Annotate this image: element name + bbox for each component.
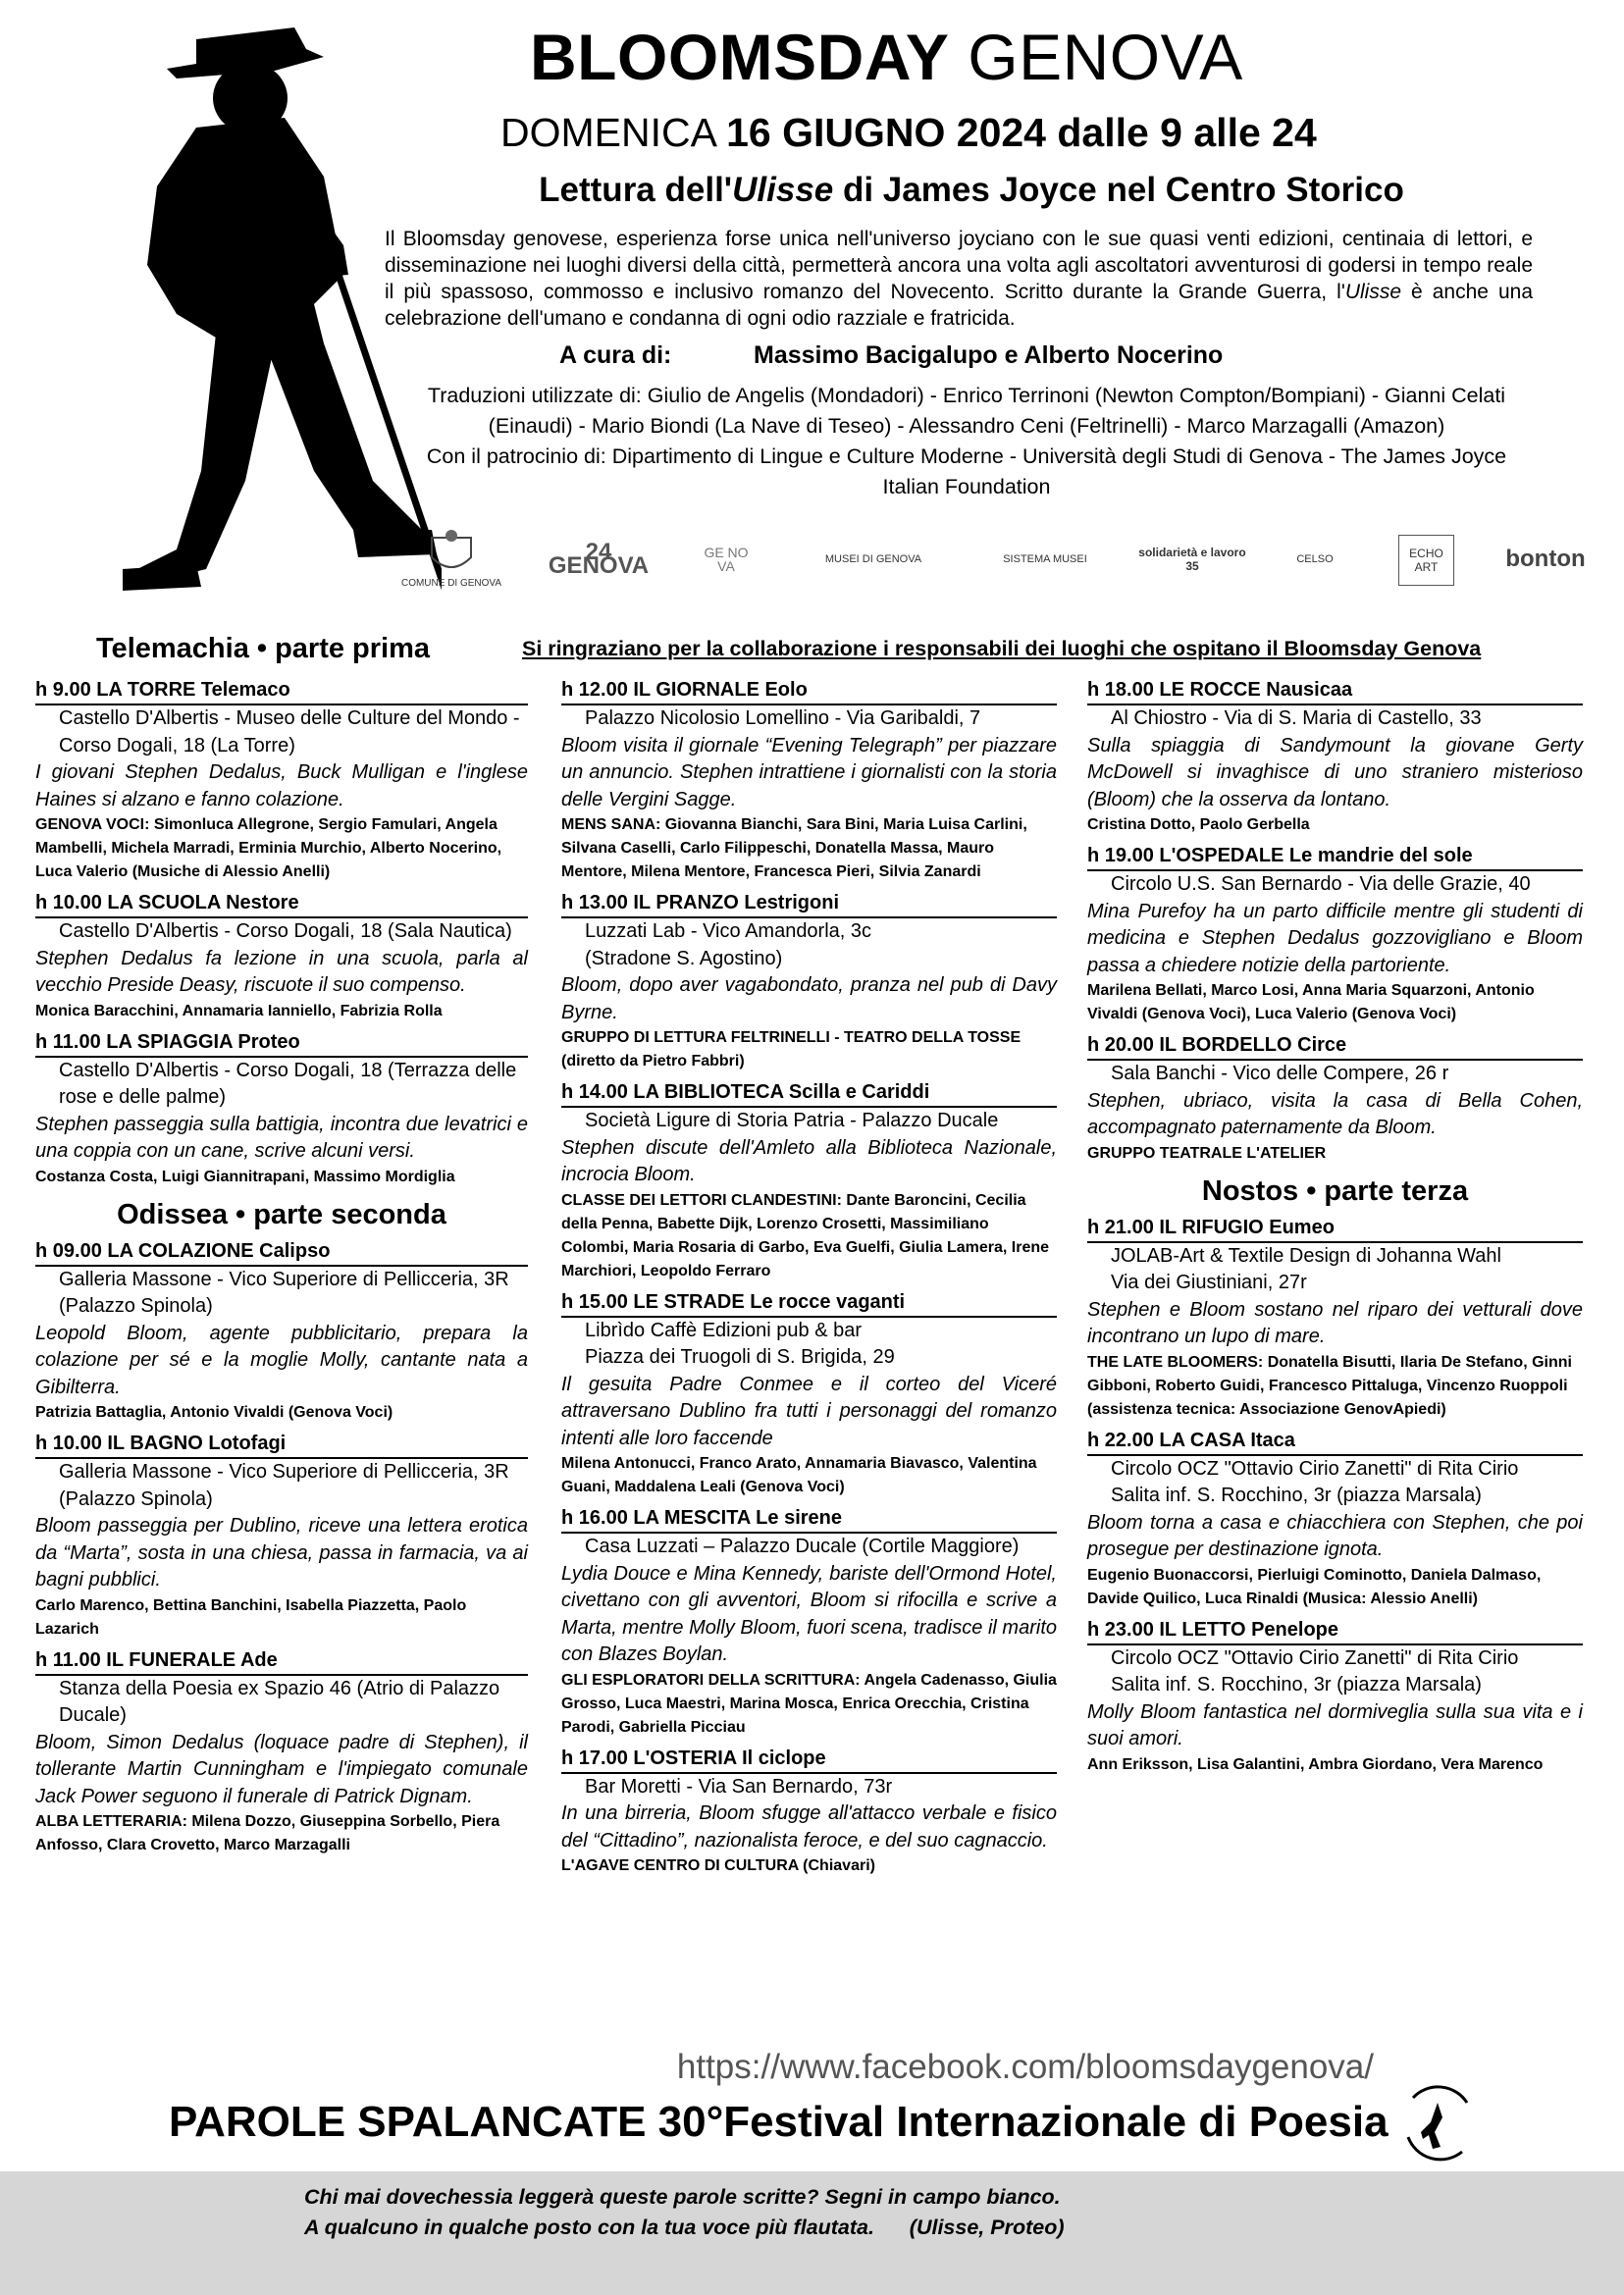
event-heading: h 20.00 IL BORDELLO Circe <box>1087 1032 1583 1061</box>
event-description: Sulla spiaggia di Sandymount la giovane Gerty McDowell si invaghisce di uno straniero misterioso (Bloom) che la osserva da lontano. <box>1087 734 1583 810</box>
closing-quote: Chi mai dovechessia leggerà queste parole scritte? Segni in campo bianco. A qualcuno in qualche posto con la tua voce più flautata. (Ulisse, Proteo) <box>304 2185 1065 2239</box>
event-location: Circolo OCZ "Ottavio Cirio Zanetti" di Rita Cirio <box>1111 1457 1519 1480</box>
event-readers: Eugenio Buonaccorsi, Pierluigi Cominotto, Daniela Dalmaso, Davide Quilico, Luca Rinaldi (Musica: Alessio Anelli) <box>1087 1566 1542 1607</box>
event-entry <box>561 1746 1057 1879</box>
event-location: Stanza della Poesia ex Spazio 46 (Atrio di Palazzo Ducale) <box>59 1677 500 1726</box>
event-readers: ALBA LETTERARIA: Milena Dozzo, Giuseppina Sorbello, Piera Anfosso, Clara Crovetto, Marco Marzagalli <box>35 1813 500 1853</box>
event-location: Castello D'Albertis - Corso Dogali, 18 (Sala Nautica) <box>59 920 512 942</box>
event-heading: h 18.00 LE ROCCE Nausicaa <box>1087 677 1583 705</box>
event-location: Circolo OCZ "Ottavio Cirio Zanetti" di Rita Cirio <box>1111 1646 1519 1669</box>
joyce-silhouette-image <box>29 20 442 608</box>
logo-musei-genova: MUSEI DI GENOVA <box>824 553 922 565</box>
event-readers: THE LATE BLOOMERS: Donatella Bisutti, Ilaria De Stefano, Ginni Gibboni, Roberto Guidi, Francesco Pittaluga, Vincenzo Ruoppoli (assistenza tecnica: Associazione GenovApiedi) <box>1087 1353 1572 1418</box>
thanks-note: Si ringraziano per la collaborazione i responsabili dei luoghi che ospitano il Bloomsday Genova <box>522 637 1482 660</box>
event-location: Salita inf. S. Rocchino, 3r (piazza Marsala) <box>1111 1674 1482 1695</box>
event-readers: Carlo Marenco, Bettina Banchini, Isabella Piazzetta, Paolo Lazarich <box>35 1596 467 1638</box>
column-2 <box>561 677 1057 1884</box>
event-entry <box>561 1505 1057 1740</box>
column-1 <box>35 677 528 1863</box>
event-description: Stephen, ubriaco, visita la casa di Bella Cohen, accompagnato paternamente da Bloom. <box>1087 1089 1583 1138</box>
event-location: Luzzati Lab - Vico Amandorla, 3c <box>585 920 872 942</box>
event-entry <box>561 890 1057 1073</box>
event-readers: Milena Antonucci, Franco Arato, Annamaria Biavasco, Valentina Guani, Maddalena Leali (Genova Voci) <box>561 1455 1037 1495</box>
event-location: Via dei Giustiniani, 27r <box>1111 1272 1307 1293</box>
event-location: Bar Moretti - Via San Bernardo, 73r <box>585 1775 893 1798</box>
event-location: Al Chiostro - Via di S. Maria di Castello, 33 <box>1111 707 1482 729</box>
event-location: Palazzo Nicolosio Lomellino - Via Garibaldi, 7 <box>585 707 981 729</box>
event-entry <box>1087 1428 1583 1611</box>
event-description: In una birreria, Bloom sfugge all'attacco verbale e fisico del “Cittadino”, nazionalista feroce, e del suo cagnaccio. <box>561 1802 1057 1852</box>
translations-credit: Traduzioni utilizzate di: Giulio de Angelis (Mondadori) - Enrico Terrinoni (Newton Compton/Bompiani) - Gianni Celati (Einaudi) - Mario Biondi (La Nave di Teseo) - Alessandro Ceni (Feltrinelli) - Marco Marzagalli (Amazon) <box>427 384 1506 438</box>
logo-echo-art: ECHO ART <box>1398 535 1454 586</box>
credits <box>412 381 1521 502</box>
event-entry <box>35 1431 528 1642</box>
event-readers: Monica Baracchini, Annamaria Ianniello, Fabrizia Rolla <box>35 1002 443 1019</box>
event-location: Galleria Massone - Vico Superiore di Pellicceria, 3R (Palazzo Spinola) <box>59 1268 509 1317</box>
event-location: Sala Banchi - Vico delle Compere, 26 r <box>1111 1063 1449 1084</box>
event-entry <box>1087 843 1583 1026</box>
event-location: Castello D'Albertis - Corso Dogali, 18 (Terrazza delle rose e delle palme) <box>59 1059 517 1108</box>
festival-logo-icon <box>1393 2078 1482 2166</box>
event-readers: Cristina Dotto, Paolo Gerbella <box>1087 816 1310 833</box>
event-heading: h 12.00 IL GIORNALE Eolo <box>561 677 1057 705</box>
event-description: Bloom visita il giornale “Evening Telegraph” per piazzare un annuncio. Stephen intrattiene i giornalisti con la storia delle Vergini Sagge. <box>561 734 1057 810</box>
event-heading: h 13.00 IL PRANZO Lestrigoni <box>561 890 1057 918</box>
patronage-credit: Con il patrocinio di: Dipartimento di Lingue e Culture Moderne - Università degli Studi di Genova - The James Joyce Italian Foundation <box>426 444 1507 498</box>
event-heading: h 17.00 L'OSTERIA Il ciclope <box>561 1746 1057 1774</box>
event-heading: h 21.00 IL RIFUGIO Eumeo <box>1087 1215 1583 1243</box>
logo-comune-genova: COMUNE DI GENOVA <box>397 515 505 603</box>
event-readers: GENOVA VOCI: Simonluca Allegrone, Sergio Famulari, Angela Mambelli, Michela Marradi, Erminia Murchio, Alberto Nocerino, Luca Valerio (Musiche di Alessio Anelli) <box>35 816 502 880</box>
event-description: Stephen e Bloom sostano nel riparo dei vetturali dove incontrano un lupo di mare. <box>1087 1298 1583 1347</box>
column-3 <box>1087 677 1583 1783</box>
event-description: Leopold Bloom, agente pubblicitario, prepara la colazione per sé e la moglie Molly, cantante nata a Gibilterra. <box>35 1322 528 1398</box>
event-readers: L'AGAVE CENTRO DI CULTURA (Chiavari) <box>561 1857 875 1874</box>
logo-bonton: bonton <box>1505 546 1586 572</box>
event-heading: h 23.00 IL LETTO Penelope <box>1087 1617 1583 1645</box>
event-readers: Ann Eriksson, Lisa Galantini, Ambra Giordano, Vera Marenco <box>1087 1755 1544 1773</box>
event-entry <box>35 677 528 884</box>
event-location: Società Ligure di Storia Patria - Palazzo Ducale <box>585 1110 999 1131</box>
event-location: Galleria Massone - Vico Superiore di Pellicceria, 3R (Palazzo Spinola) <box>59 1461 509 1510</box>
sponsor-logos <box>397 515 1585 603</box>
event-readers: Costanza Costa, Luigi Giannitrapani, Massimo Mordiglia <box>35 1168 455 1185</box>
event-location: Casa Luzzati – Palazzo Ducale (Cortile Maggiore) <box>585 1536 1020 1557</box>
event-heading: h 11.00 IL FUNERALE Ade <box>35 1647 528 1676</box>
intro-paragraph: Il Bloomsday genovese, esperienza forse unica nell'universo joyciano con le sue quasi venti edizioni, centinaia di lettori, e disseminazione nei luoghi diversi della città, permetterà ancora una volta agli ascoltatori avventurosi di godersi in tempo reale il più spassoso, commosso e inclusivo romanzo del Novecento. Scritto durante la Grande Guerra, l'Ulisse è anche una celebrazione dell'umano e condanna di ogni odio razziale e fratricida. <box>385 228 1533 330</box>
event-readers: CLASSE DEI LETTORI CLANDESTINI: Dante Baroncini, Cecilia della Penna, Babette Dijk, Lorenzo Crosetti, Massimiliano Colombi, Maria Rosaria di Garbo, Eva Guelfi, Giulia Lamera, Irene Marchiori, Leopoldo Ferraro <box>561 1191 1050 1279</box>
event-location: JOLAB-Art & Textile Design di Johanna Wahl <box>1111 1244 1501 1267</box>
event-entry <box>1087 1617 1583 1777</box>
logo-sistema-musei: SISTEMA MUSEI <box>1003 553 1087 565</box>
event-date: DOMENICA 16 GIUGNO 2024 dalle 9 alle 24 <box>500 110 1317 155</box>
event-entry <box>35 1647 528 1858</box>
event-heading: h 15.00 LE STRADE Le rocce vaganti <box>561 1289 1057 1318</box>
event-entry <box>561 677 1057 884</box>
logo-24-genova: 24 GENOVA <box>548 539 650 579</box>
event-description: Bloom, Simon Dedalus (loquace padre di Stephen), il tollerante Martin Cunningham e l'impiegato comunale Jack Power seguono il funerale di Patrick Dignam. <box>35 1731 528 1807</box>
event-location: Piazza dei Truogoli di S. Brigida, 29 <box>585 1346 895 1368</box>
event-heading: h 16.00 LA MESCITA Le sirene <box>561 1505 1057 1534</box>
logo-celso: CELSO <box>1296 553 1334 565</box>
event-entry <box>1087 677 1583 837</box>
event-description: Bloom passeggia per Dublino, riceve una lettera erotica da “Marta”, sosta in una chiesa, passa in farmacia, va ai bagni pubblici. <box>35 1515 528 1591</box>
event-entry <box>35 1029 528 1189</box>
event-entry <box>1087 1215 1583 1422</box>
section-telemachia: Telemachia • parte prima <box>96 633 431 664</box>
section-odissea: Odissea • parte seconda <box>117 1198 446 1230</box>
event-location: Librìdo Caffè Edizioni pub & bar <box>585 1319 863 1341</box>
event-entry <box>1087 1032 1583 1166</box>
subtitle: Lettura dell'Ulisse di James Joyce nel Centro Storico <box>539 171 1404 209</box>
event-description: Molly Bloom fantastica nel dormiveglia sulla sua vita e i suoi amori. <box>1087 1700 1583 1749</box>
event-description: Stephen discute dell'Amleto alla Biblioteca Nazionale, incrocia Bloom. <box>561 1136 1057 1185</box>
curators: A cura di: Massimo Bacigalupo e Alberto Nocerino <box>559 341 1224 369</box>
event-description: Stephen Dedalus fa lezione in una scuola, parla al vecchio Preside Deasy, riscuote il suo compenso. <box>35 947 528 996</box>
event-description: I giovani Stephen Dedalus, Buck Mulligan e l'inglese Haines si alzano e fanno colazione. <box>35 761 528 810</box>
event-location: Castello D'Albertis - Museo delle Culture del Mondo - Corso Dogali, 18 (La Torre) <box>59 707 520 756</box>
festival-title: PAROLE SPALANCATE 30°Festival Internazionale di Poesia <box>169 2098 1388 2146</box>
event-readers: GLI ESPLORATORI DELLA SCRITTURA: Angela Cadenasso, Giulia Grosso, Luca Maestri, Marina Mosca, Enrica Orecchia, Cristina Parodi, Gabriella Picciau <box>561 1671 1057 1736</box>
event-location: (Stradone S. Agostino) <box>585 947 783 969</box>
event-description: Mina Purefoy ha un parto difficile mentre gli studenti di medicina e Stephen Dedalus gozzovigliano e Bloom passa a chiedere notizie della partoriente. <box>1087 900 1583 976</box>
event-heading: h 22.00 LA CASA Itaca <box>1087 1428 1583 1456</box>
section-nostos: Nostos • parte terza <box>1201 1174 1469 1207</box>
event-entry <box>561 1289 1057 1500</box>
event-location: Circolo U.S. San Bernardo - Via delle Grazie, 40 <box>1111 873 1531 895</box>
event-entry <box>35 1238 528 1426</box>
event-entry <box>35 890 528 1023</box>
event-location: Salita inf. S. Rocchino, 3r (piazza Marsala) <box>1111 1485 1482 1506</box>
page-title: BLOOMSDAY GENOVA <box>530 21 1243 93</box>
event-description: Lydia Douce e Mina Kennedy, bariste dell'Ormond Hotel, civettano con gli avventori, Bloom si rifocilla e scrive a Marta, mentre Molly Bloom, fuori scena, tradisce il marito con Blazes Boylan. <box>561 1562 1057 1665</box>
event-heading: h 14.00 LA BIBLIOTECA Scilla e Cariddi <box>561 1079 1057 1108</box>
event-heading: h 19.00 L'OSPEDALE Le mandrie del sole <box>1087 843 1583 871</box>
event-readers: GRUPPO DI LETTURA FELTRINELLI - TEATRO DELLA TOSSE (diretto da Pietro Fabbri) <box>561 1029 1022 1069</box>
event-heading: h 09.00 LA COLAZIONE Calipso <box>35 1238 528 1267</box>
event-description: Stephen passeggia sulla battigia, incontra due levatrici e una coppia con un cane, scrive alcuni versi. <box>35 1113 528 1162</box>
event-readers: GRUPPO TEATRALE L'ATELIER <box>1087 1144 1327 1162</box>
event-description: Bloom, dopo aver vagabondato, pranza nel pub di Davy Byrne. <box>561 974 1057 1023</box>
event-readers: Patrizia Battaglia, Antonio Vivaldi (Genova Voci) <box>35 1404 393 1421</box>
event-heading: h 11.00 LA SPIAGGIA Proteo <box>35 1029 528 1058</box>
event-entry <box>561 1079 1057 1283</box>
crest-icon <box>422 528 481 577</box>
event-heading: h 10.00 LA SCUOLA Nestore <box>35 890 528 918</box>
event-readers: Marilena Bellati, Marco Losi, Anna Maria Squarzoni, Antonio Vivaldi (Genova Voci), Luca Valerio (Genova Voci) <box>1087 982 1535 1022</box>
event-readers: MENS SANA: Giovanna Bianchi, Sara Bini, Maria Luisa Carlini, Silvana Caselli, Carlo Filippeschi, Donatella Massa, Mauro Mentore, Milena Mentore, Francesca Pieri, Silvia Zanardi <box>561 816 1027 880</box>
event-description: Il gesuita Padre Conmee e il corteo del Viceré attraversano Dublino fra tutti i personaggi del romanzo intenti alle loro faccende <box>561 1373 1057 1449</box>
logo-solidarieta-lavoro: solidarietà e lavoro 35 <box>1138 546 1246 573</box>
facebook-link[interactable]: https://www.facebook.com/bloomsdaygenova/ <box>676 2048 1374 2086</box>
logo-genova: GE NO VA <box>704 545 749 574</box>
event-heading: h 9.00 LA TORRE Telemaco <box>35 677 528 705</box>
event-description: Bloom torna a casa e chiacchiera con Stephen, che poi prosegue per destinazione ignota. <box>1087 1511 1583 1560</box>
event-heading: h 10.00 IL BAGNO Lotofagi <box>35 1431 528 1459</box>
